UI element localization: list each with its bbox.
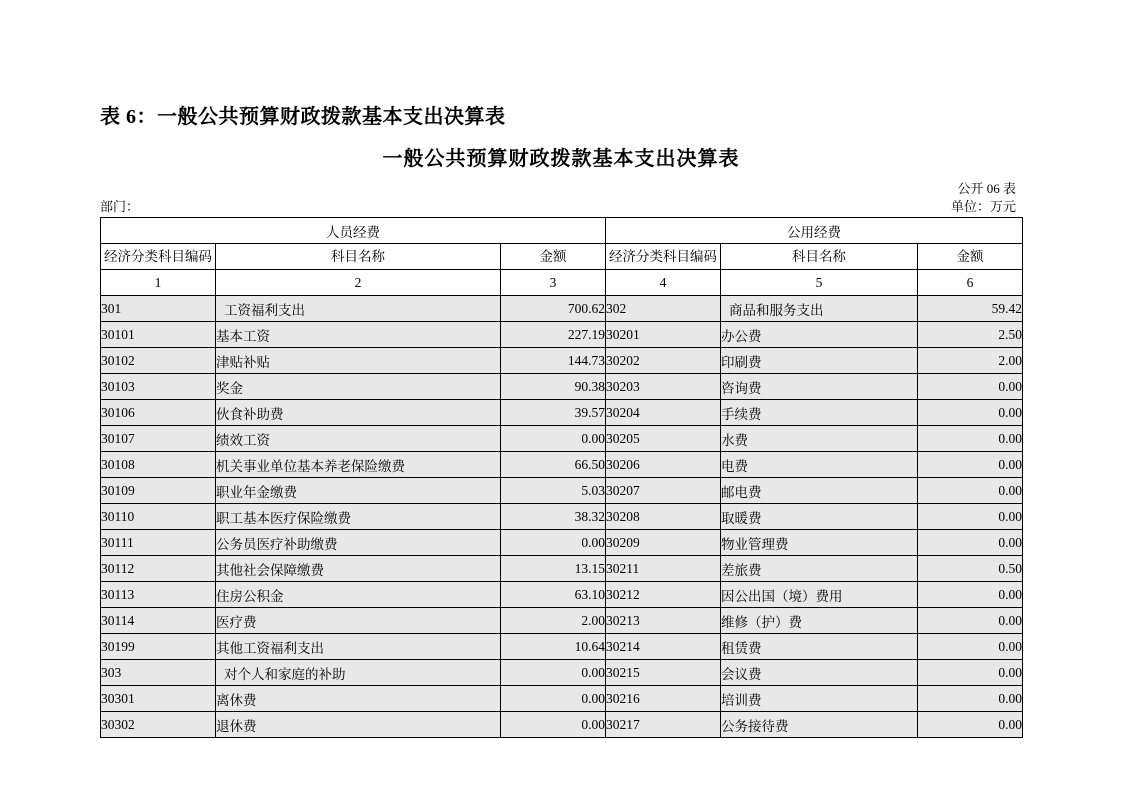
cell-left-name: 医疗费 <box>216 608 501 634</box>
group-header-public: 公用经费 <box>606 218 1023 244</box>
cell-left-code: 30301 <box>101 686 216 712</box>
table-row <box>101 478 1023 504</box>
column-header-amount-right: 金额 <box>918 244 1023 270</box>
unit-label: 单位：万元 <box>950 199 1016 214</box>
column-number-4: 4 <box>606 270 721 296</box>
cell-left-code: 30106 <box>101 400 216 426</box>
cell-right-name: 会议费 <box>721 660 918 686</box>
cell-right-amount: 0.00 <box>918 712 1023 738</box>
column-number-1: 1 <box>101 270 216 296</box>
cell-right-amount: 0.00 <box>918 426 1023 452</box>
cell-right-amount: 0.00 <box>918 374 1023 400</box>
group-header-row <box>101 218 1023 244</box>
cell-left-code: 30302 <box>101 712 216 738</box>
cell-right-code: 30202 <box>606 348 721 374</box>
cell-left-code: 30109 <box>101 478 216 504</box>
table-row <box>101 296 1023 322</box>
table-row <box>101 686 1023 712</box>
cell-left-amount: 227.19 <box>501 322 606 348</box>
cell-left-name: 奖金 <box>216 374 501 400</box>
cell-left-name: 其他工资福利支出 <box>216 634 501 660</box>
form-number: 公开 06 表 <box>957 181 1016 196</box>
cell-right-code: 30204 <box>606 400 721 426</box>
table-row <box>101 608 1023 634</box>
table-row <box>101 712 1023 738</box>
table-row <box>101 504 1023 530</box>
cell-right-amount: 0.00 <box>918 400 1023 426</box>
cell-left-name: 绩效工资 <box>216 426 501 452</box>
table-row <box>101 400 1023 426</box>
cell-right-name: 物业管理费 <box>721 530 918 556</box>
cell-left-amount: 700.62 <box>501 296 606 322</box>
cell-right-name: 咨询费 <box>721 374 918 400</box>
cell-right-name: 商品和服务支出 <box>721 296 918 322</box>
cell-left-code: 30101 <box>101 322 216 348</box>
page-heading: 表 6：一般公共预算财政拨款基本支出决算表 <box>100 106 506 128</box>
cell-right-amount: 0.00 <box>918 634 1023 660</box>
cell-right-name: 取暖费 <box>721 504 918 530</box>
cell-left-name: 对个人和家庭的补助 <box>216 660 501 686</box>
cell-right-code: 30213 <box>606 608 721 634</box>
column-header-code-right: 经济分类科目编码 <box>606 244 721 270</box>
cell-right-name: 邮电费 <box>721 478 918 504</box>
cell-right-code: 30214 <box>606 634 721 660</box>
cell-left-code: 30112 <box>101 556 216 582</box>
cell-right-code: 30215 <box>606 660 721 686</box>
cell-left-name: 机关事业单位基本养老保险缴费 <box>216 452 501 478</box>
cell-right-amount: 2.50 <box>918 322 1023 348</box>
cell-right-code: 30203 <box>606 374 721 400</box>
cell-left-amount: 0.00 <box>501 686 606 712</box>
column-number-2: 2 <box>216 270 501 296</box>
cell-left-code: 30107 <box>101 426 216 452</box>
cell-right-amount: 0.00 <box>918 530 1023 556</box>
cell-right-amount: 0.00 <box>918 504 1023 530</box>
group-header-personnel: 人员经费 <box>101 218 606 244</box>
cell-right-name: 租赁费 <box>721 634 918 660</box>
cell-left-name: 基本工资 <box>216 322 501 348</box>
table-row <box>101 348 1023 374</box>
cell-left-name: 工资福利支出 <box>216 296 501 322</box>
cell-left-amount: 39.57 <box>501 400 606 426</box>
cell-left-code: 30114 <box>101 608 216 634</box>
column-header-amount-left: 金额 <box>501 244 606 270</box>
cell-left-code: 30103 <box>101 374 216 400</box>
cell-right-code: 30207 <box>606 478 721 504</box>
cell-left-amount: 13.15 <box>501 556 606 582</box>
table-row <box>101 582 1023 608</box>
column-number-6: 6 <box>918 270 1023 296</box>
cell-left-name: 职业年金缴费 <box>216 478 501 504</box>
cell-left-name: 离休费 <box>216 686 501 712</box>
cell-left-name: 职工基本医疗保险缴费 <box>216 504 501 530</box>
cell-left-amount: 90.38 <box>501 374 606 400</box>
cell-right-code: 30209 <box>606 530 721 556</box>
cell-left-name: 退休费 <box>216 712 501 738</box>
cell-right-code: 30201 <box>606 322 721 348</box>
cell-right-amount: 59.42 <box>918 296 1023 322</box>
cell-right-amount: 0.00 <box>918 660 1023 686</box>
cell-left-code: 301 <box>101 296 216 322</box>
cell-right-name: 公务接待费 <box>721 712 918 738</box>
cell-left-amount: 0.00 <box>501 426 606 452</box>
table-row <box>101 452 1023 478</box>
table-row <box>101 660 1023 686</box>
cell-left-amount: 38.32 <box>501 504 606 530</box>
cell-right-amount: 0.00 <box>918 686 1023 712</box>
cell-left-amount: 10.64 <box>501 634 606 660</box>
table-row <box>101 426 1023 452</box>
cell-right-code: 30212 <box>606 582 721 608</box>
cell-left-name: 其他社会保障缴费 <box>216 556 501 582</box>
cell-left-amount: 5.03 <box>501 478 606 504</box>
cell-right-name: 电费 <box>721 452 918 478</box>
cell-left-code: 30102 <box>101 348 216 374</box>
cell-right-amount: 2.00 <box>918 348 1023 374</box>
table-row <box>101 374 1023 400</box>
cell-left-code: 30108 <box>101 452 216 478</box>
table-row <box>101 556 1023 582</box>
page-title: 一般公共预算财政拨款基本支出决算表 <box>382 148 740 170</box>
budget-table <box>100 217 1023 738</box>
cell-right-amount: 0.00 <box>918 452 1023 478</box>
cell-right-name: 维修（护）费 <box>721 608 918 634</box>
cell-left-code: 303 <box>101 660 216 686</box>
cell-right-name: 水费 <box>721 426 918 452</box>
cell-right-code: 30208 <box>606 504 721 530</box>
cell-right-code: 30206 <box>606 452 721 478</box>
column-header-name-right: 科目名称 <box>721 244 918 270</box>
table-row <box>101 322 1023 348</box>
cell-right-name: 差旅费 <box>721 556 918 582</box>
table-body <box>101 296 1023 738</box>
cell-right-code: 30211 <box>606 556 721 582</box>
cell-right-code: 30217 <box>606 712 721 738</box>
cell-left-code: 30113 <box>101 582 216 608</box>
cell-left-amount: 66.50 <box>501 452 606 478</box>
cell-left-name: 公务员医疗补助缴费 <box>216 530 501 556</box>
table-row <box>101 530 1023 556</box>
cell-left-name: 伙食补助费 <box>216 400 501 426</box>
column-number-3: 3 <box>501 270 606 296</box>
cell-left-amount: 0.00 <box>501 660 606 686</box>
cell-left-code: 30111 <box>101 530 216 556</box>
column-header-name-left: 科目名称 <box>216 244 501 270</box>
cell-left-amount: 0.00 <box>501 712 606 738</box>
table-row <box>101 634 1023 660</box>
cell-right-amount: 0.00 <box>918 478 1023 504</box>
cell-right-code: 302 <box>606 296 721 322</box>
cell-right-code: 30216 <box>606 686 721 712</box>
cell-left-amount: 0.00 <box>501 530 606 556</box>
column-number-row <box>101 270 1023 296</box>
cell-right-code: 30205 <box>606 426 721 452</box>
cell-left-code: 30110 <box>101 504 216 530</box>
cell-left-amount: 2.00 <box>501 608 606 634</box>
cell-left-name: 住房公积金 <box>216 582 501 608</box>
cell-right-amount: 0.00 <box>918 608 1023 634</box>
cell-left-amount: 63.10 <box>501 582 606 608</box>
cell-right-name: 培训费 <box>721 686 918 712</box>
department-label: 部门： <box>100 199 140 214</box>
cell-right-name: 因公出国（境）费用 <box>721 582 918 608</box>
column-header-code-left: 经济分类科目编码 <box>101 244 216 270</box>
cell-left-code: 30199 <box>101 634 216 660</box>
cell-right-name: 印刷费 <box>721 348 918 374</box>
cell-left-name: 津贴补贴 <box>216 348 501 374</box>
cell-left-amount: 144.73 <box>501 348 606 374</box>
cell-right-name: 手续费 <box>721 400 918 426</box>
column-header-row <box>101 244 1023 270</box>
column-number-5: 5 <box>721 270 918 296</box>
cell-right-name: 办公费 <box>721 322 918 348</box>
cell-right-amount: 0.00 <box>918 582 1023 608</box>
cell-right-amount: 0.50 <box>918 556 1023 582</box>
